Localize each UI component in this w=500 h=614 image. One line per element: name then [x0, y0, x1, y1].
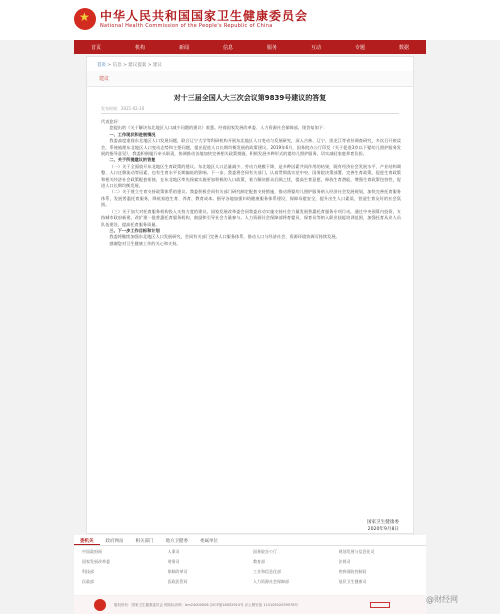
footer-link[interactable]: 中国政府网	[82, 549, 102, 554]
footer-links	[74, 535, 426, 595]
divider	[101, 113, 399, 114]
footer-link[interactable]: 国务院办公厅	[253, 549, 277, 554]
nav-item-information[interactable]: 信息	[222, 44, 233, 51]
footer-tab-ministry[interactable]: 委机关	[74, 535, 100, 545]
paragraph: （三）关于加大对托育服务机构投入支持力度的建议。国家发展改革委会同我委启动实施支持社会力量发展普惠托育服务专项行动，通过中央预算内投资，支持城市政府新建、改扩建一批普惠托育服务机构，鼓励和引导社会力量参与。人力资源社会保障部将育婴员、保育员等纳入职业技能培训范围，加强托育从业人员队伍建设，提高托育服务质量。	[101, 208, 401, 227]
category-tag: 建议	[99, 76, 110, 82]
copyright-bar	[74, 596, 426, 614]
document-body	[101, 119, 401, 247]
paragraph: （一）关于全面放开东北地区生育政策的建议。东北地区人口总量减少、劳动力规模下降，是多种因素共同作用的结果，既有经济社会发展水平、产业结构调整、人口迁移流动等因素，也有生育水平长期偏低的影响。下一步，我委将会同有关部门，认真贯彻落实党中央、国务院决策部署，完善生育政策，促进生育政策和相关经济社会政策配套衔接，在东北地区率先探索实施更加积极的人口政策，着力解决群众后顾之忧，提高生育意愿，释放生育潜能，增强生育政策包容性，促进人口长期均衡发展。	[101, 163, 401, 189]
nav-item-home[interactable]: 首页	[90, 44, 101, 51]
footer-link[interactable]: 科技部	[82, 569, 94, 574]
footer-tab-government-sites[interactable]: 政府网站	[105, 539, 124, 544]
footer-link[interactable]: 人力资源社会保障部	[253, 579, 289, 584]
footer-link[interactable]: 财务司	[167, 559, 180, 564]
watermark-text: @财经网	[426, 595, 458, 604]
closing-thanks: 感谢您对卫生健康工作的关心和支持。	[109, 240, 181, 246]
category-bar	[87, 71, 413, 87]
footer-link[interactable]: 基层卫生健康司	[338, 579, 367, 584]
footer-link[interactable]: 人事司	[167, 549, 180, 554]
footer-link[interactable]: 民政部	[82, 579, 94, 584]
breadcrumb	[97, 62, 162, 68]
footer-link[interactable]: 教育部	[253, 559, 265, 564]
signature: 国家卫生健康委	[366, 520, 399, 525]
section-heading-2: 二、关于所提建议的答复	[109, 157, 156, 163]
footer-link-grid	[82, 549, 418, 585]
national-emblem-icon	[74, 8, 96, 30]
nav-item-topics[interactable]: 专题	[354, 44, 365, 51]
footer-tab-local-commissions[interactable]: 地方卫健委	[165, 539, 188, 544]
footer-link[interactable]: 规划发展与信息化司	[338, 549, 375, 554]
publish-meta: 发布时间：2021-02-10	[101, 106, 145, 111]
paragraph: 我委将继续加强东北地区人口发展研究，会同有关部门完善人口服务体系，推动人口与经济社会、资源环境协调可持续发展。	[109, 234, 340, 240]
footer-link[interactable]: 疾病预防控制局	[338, 569, 367, 574]
footer-tabs	[74, 535, 426, 546]
signature-date: 2020年9月8日	[367, 527, 399, 532]
salutation: 代表您好：	[101, 119, 122, 124]
copyright-text: 版权所有：国家卫生健康委员会 网站标识码：bm24000006 京ICP备18052910号 京公网安备 11010502039578号	[114, 603, 298, 607]
site-subtitle: National Health Commission of the People's Republic of China	[100, 23, 273, 29]
breadcrumb-trail: > 信息 > 建议提案 > 建议	[106, 63, 162, 68]
nav-item-organization[interactable]: 机构	[134, 44, 145, 51]
national-emblem-icon	[94, 599, 106, 611]
intro-paragraph: 您提出的《关于解决东北地区人口减少问题的建议》收悉。经商国家发展改革委、人力资源社会保障部，现答复如下：	[109, 125, 328, 131]
masthead	[0, 0, 500, 40]
content-panel	[86, 56, 414, 534]
footer-link[interactable]: 国家发展改革委	[82, 559, 110, 564]
footer-tab-related-departments[interactable]: 相关部门	[135, 539, 154, 544]
document-title: 对十三届全国人大三次会议第9839号建议的答复	[173, 94, 327, 102]
government-site-badge-icon[interactable]	[370, 602, 390, 608]
nav-item-interaction[interactable]: 互动	[310, 44, 321, 51]
paragraph: （二）关于建立生育支持政策体系的建议。我委积极会同有关部门研究制定配套支持措施，推动将婴幼儿照护服务纳入经济社会发展规划，加快完善托育服务体系，发展普惠托育服务，降低家庭生育、养育、教育成本。指导各地加强妇幼健康服务体系建设，保障母婴安全，提升出生人口素质，营造生育友好的社会氛围。	[101, 189, 401, 208]
section-heading-1: 一、工作现状和进展情况	[109, 131, 156, 137]
breadcrumb-home-link[interactable]: 首页	[97, 63, 106, 68]
main-nav	[74, 40, 426, 54]
footer-link[interactable]: 法规司	[338, 559, 351, 564]
site-title[interactable]: 中华人民共和国国家卫生健康委员会	[100, 9, 309, 23]
section-heading-3: 三、下一步工作目标和计划	[109, 227, 160, 233]
paragraph: 我委高度重视东北地区人口发展问题，联合辽宁大学等科研机构开展东北地区人口变动与发展研究，深入吉林、辽宁、黑龙江等省份调查研究，多次召开座谈会，系统梳理东北地区人口变动态势和主要问题，提出促进人口长期均衡发展的政策建议。2019年6月，国务院办公厅印发《关于促进3岁以下婴幼儿照护服务发展的指导意见》，我委积极履行牵头职责，协调推动各地加快完善相关政策措施，积极发展多种形式的婴幼儿照护服务，切实减轻家庭养育负担。	[101, 138, 401, 157]
footer-link[interactable]: 医政医管局	[167, 579, 188, 584]
footer-link[interactable]: 工业和信息化部	[253, 569, 281, 574]
footer-tab-affiliated-units[interactable]: 委属单位	[200, 539, 218, 544]
footer-link[interactable]: 体制改革司	[167, 569, 188, 574]
nav-item-news[interactable]: 新闻	[178, 44, 189, 51]
nav-item-data[interactable]: 数据	[398, 44, 409, 51]
nav-item-services[interactable]: 服务	[266, 44, 277, 51]
